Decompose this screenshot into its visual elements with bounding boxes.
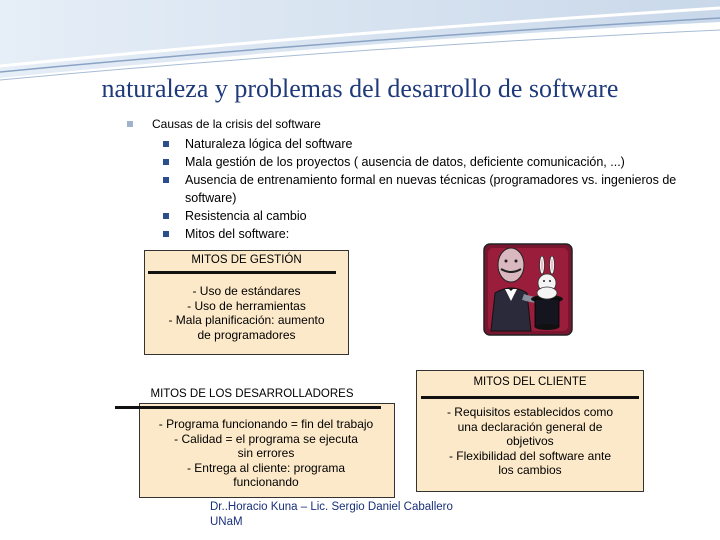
- list-item: Naturaleza lógica del software: [163, 135, 683, 153]
- footer-credits: [210, 500, 453, 530]
- mitos-gestion-box: [144, 250, 349, 355]
- mitos-desarrolladores-box: [111, 383, 393, 496]
- mitos-desarrolladores-body: - Programa funcionando = fin del trabajo - Calidad = el programa se ejecuta sin errores - Entrega al cliente: programa funcionando: [158, 417, 374, 489]
- footer-authors: Dr..Horacio Kuna – Lic. Sergio Daniel Caballero: [210, 501, 453, 513]
- slide-title: naturaleza y problemas del desarrollo de software: [101, 74, 619, 103]
- list-item: Mitos del software:: [163, 225, 683, 243]
- list-item: Ausencia de entrenamiento formal en nuevas técnicas (programadores vs. ingenieros de software): [163, 171, 683, 207]
- causes-list: [163, 135, 683, 243]
- list-item: Mala gestión de los proyectos ( ausencia de datos, deficiente comunicación, ...): [163, 153, 683, 171]
- mitos-gestion-heading: MITOS DE GESTIÓN: [191, 254, 302, 266]
- bullet-marker: [127, 121, 133, 127]
- mitos-gestion-body: - Uso de estándares - Uso de herramientas - Mala planificación: aumento de programadores: [168, 284, 325, 342]
- mitos-cliente-body: - Requisitos establecidos como una declaración general de objetivos - Flexibilidad del software ante los cambios: [446, 405, 614, 477]
- list-item: Resistencia al cambio: [163, 207, 683, 225]
- mitos-cliente-box: [416, 370, 644, 492]
- footer-institution: UNaM: [210, 516, 243, 528]
- divider: [115, 406, 381, 409]
- mitos-cliente-heading: MITOS DEL CLIENTE: [473, 376, 587, 388]
- intro-bullet: Causas de la crisis del software: [152, 117, 321, 131]
- mitos-desarrolladores-heading: MITOS DE LOS DESARROLLADORES: [150, 388, 354, 400]
- divider: [148, 271, 336, 274]
- divider: [421, 396, 639, 399]
- magician-rabbit-image: [483, 243, 573, 336]
